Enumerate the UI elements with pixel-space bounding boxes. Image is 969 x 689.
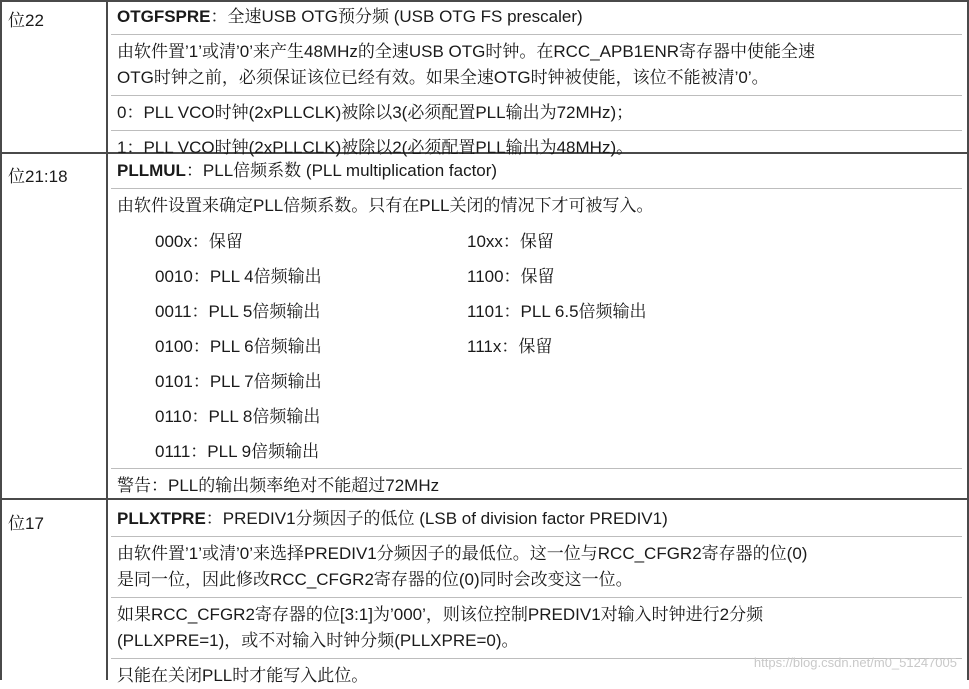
field-title: [117, 506, 962, 532]
divider: [111, 130, 962, 131]
field-description: [117, 4, 962, 161]
multiplier-options: [117, 219, 962, 464]
field-title-text: ：PLL倍频系数 (PLL multiplication factor): [185, 161, 498, 180]
bit-label: 位22: [8, 11, 44, 30]
desc-line: 由软件置’1’或清’0’来产生48MHz的全速USB OTG时钟。在RCC_APB1ENR寄存器中使能全速: [117, 42, 816, 61]
divider: [111, 597, 962, 598]
bit-label: 位21:18: [8, 167, 68, 186]
divider: [111, 95, 962, 96]
divider: [111, 468, 962, 469]
field-title: [117, 158, 962, 184]
option-item: 0010：PLL 4倍频输出: [155, 267, 322, 286]
desc-line: 由软件置’1’或清’0’来选择PREDIV1分频因子的最低位。这一位与RCC_CFGR2寄存器的位(0): [117, 544, 808, 563]
desc-line: OTG时钟之前，必须保证该位已经有效。如果全速OTG时钟被使能，该位不能被清’0’。: [117, 68, 769, 87]
option-line: 0：PLL VCO时钟(2xPLLCLK)被除以3(必须配置PLL输出为72MHz)；: [117, 103, 634, 122]
field-name: PLLXTPRE: [117, 509, 206, 528]
field-title: [117, 4, 962, 30]
divider: [111, 34, 962, 35]
desc-line: 如果RCC_CFGR2寄存器的位[3:1]为’000’，则该位控制PREDIV1对输入时钟进行2分频: [117, 605, 764, 624]
table-top-border: [0, 0, 969, 2]
option-item: 10xx：保留: [467, 232, 554, 251]
field-description: [117, 158, 962, 499]
option-item: 0111：PLL 9倍频输出: [155, 442, 320, 461]
option-item: 111x：保留: [467, 337, 553, 356]
option-item: 1100：保留: [467, 267, 555, 286]
field-title-text: ：PREDIV1分频因子的低位 (LSB of division factor PREDIV1): [205, 509, 668, 528]
desc-line: 由软件设置来确定PLL倍频系数。只有在PLL关闭的情况下才可被写入。: [117, 196, 654, 215]
field-name: PLLMUL: [117, 161, 186, 180]
bit-label: 位17: [8, 514, 44, 533]
option-item: 0011：PLL 5倍频输出: [155, 302, 321, 321]
option-item: 000x：保留: [155, 232, 243, 251]
column-divider: [106, 0, 108, 680]
table-left-border: [0, 0, 2, 680]
desc-line: 是同一位，因此修改RCC_CFGR2寄存器的位(0)同时会改变这一位。: [117, 570, 633, 589]
divider: [111, 188, 962, 189]
option-item: 0110：PLL 8倍频输出: [155, 407, 321, 426]
option-line: 1：PLL VCO时钟(2xPLLCLK)被除以2(必须配置PLL输出为48MHz)。: [117, 138, 634, 157]
field-name: OTGFSPRE: [117, 7, 211, 26]
divider: [111, 536, 962, 537]
desc-line: (PLLXPRE=1)，或不对输入时钟分频(PLLXPRE=0)。: [117, 631, 519, 650]
field-title-text: ：全速USB OTG预分频 (USB OTG FS prescaler): [210, 7, 583, 26]
option-item: 0100：PLL 6倍频输出: [155, 337, 322, 356]
option-item: 1101：PLL 6.5倍频输出: [467, 302, 647, 321]
warning-line: 警告：PLL的输出频率绝对不能超过72MHz: [117, 476, 440, 495]
desc-line: 只能在关闭PLL时才能写入此位。: [117, 666, 369, 685]
option-item: 0101：PLL 7倍频输出: [155, 372, 322, 391]
watermark: https://blog.csdn.net/m0_51247005: [753, 655, 957, 670]
